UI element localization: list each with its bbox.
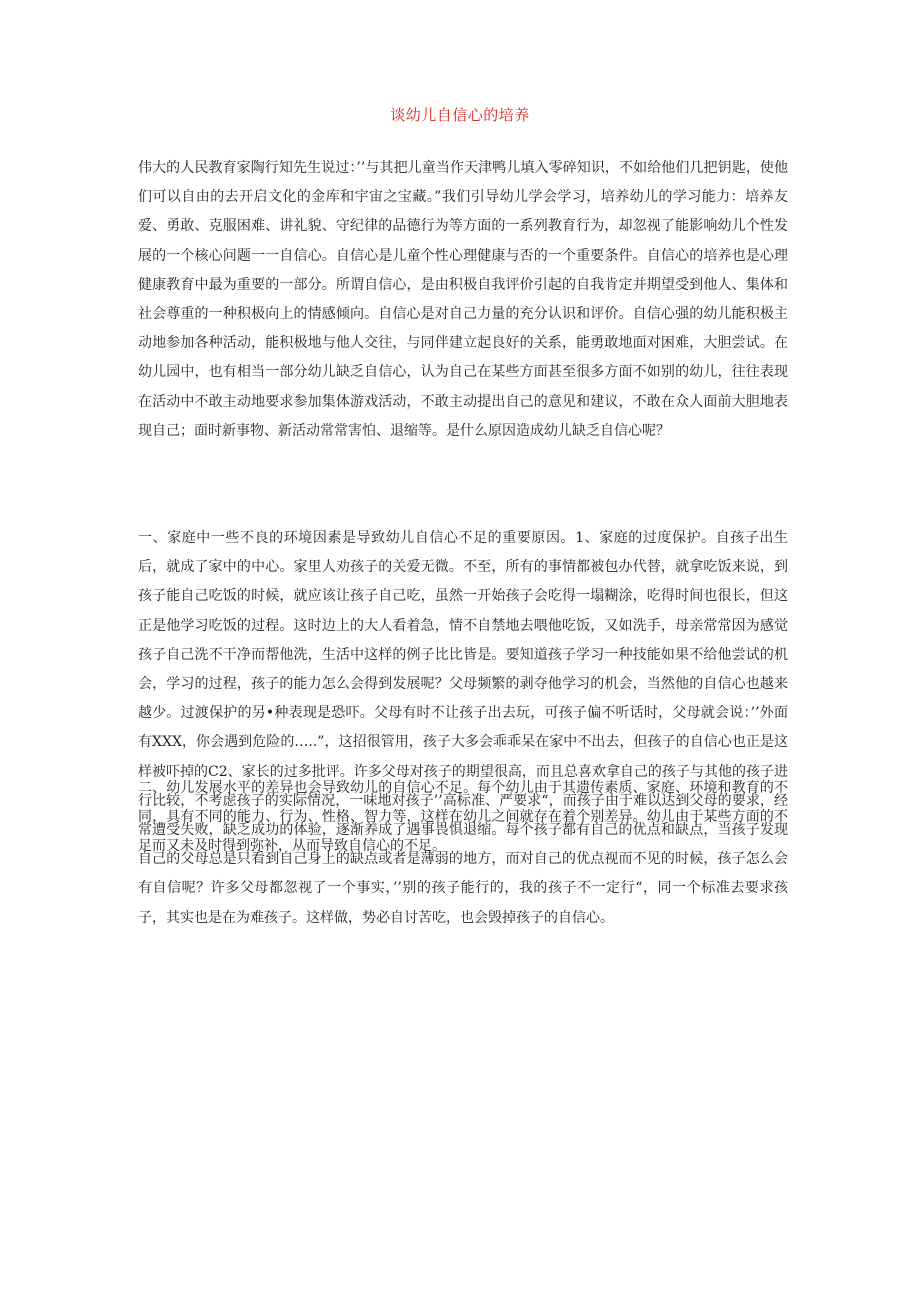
paragraph-development-differences: 二、幼儿发展水平的差异也会导致幼儿的自信心不足。每个幼儿由于其遗传素质、家庭、环境和教育的不同，具有不同的能力、行为、性格、智力等，这样在幼儿之间就存在着个别差异。幼儿由于某些方面的不足而又未及时得到弥补，从而导致自信心的不足。: [138, 780, 788, 855]
document-title: 谈幼儿自信心的培养: [390, 106, 530, 124]
paragraph-intro: 伟大的人民教育家陶行知先生说过：’’与其把儿童当作天津鸭儿填入零碎知识，不如给他们几把钥匙，使他们可以自由的去开启文化的金库和宇宙之宝藏。”我们引导幼儿学会学习，培养幼儿的学习能力：培养友爱、勇敢、克服困难、讲礼貌、守纪律的品德行为等方面的一系列教育行为，却忽视了能影响幼儿个性发展的一个核心问题一一自信心。自信心是儿童个性心理健康与否的一个重要条件。自信心的培养也是心理健康教育中最为重要的一部分。所谓自信心，是由积极自我评价引起的自我肯定并期望受到他人、集体和社会尊重的一种积极向上的情感倾向。自信心是对自己力量的充分认识和评价。自信心强的幼儿能积极主动地参加各种活动，能积极地与他人交往，与同伴建立起良好的关系，能勇敢地面对困难，大胆尝试。在幼儿园中，也有相当一部分幼儿缺乏自信心，认为自己在某些方面甚至很多方面不如别的幼儿，往往表现在活动中不敢主动地要求参加集体游戏活动，不敢主动提出自己的意见和建议，不敢在众人面前大胆地表现自己；面时新事物、新活动常常害怕、退缩等。是什么原因造成幼儿缺乏自信心呢？: [138, 160, 788, 439]
paragraph-family-factors: 一、家庭中一些不良的环境因素是导致幼儿自信心不足的重要原因。1、家庭的过度保护。自孩子出生后，就成了家中的中心。家里人劝孩子的关爱无微。不至，所有的事情都被包办代替，就拿吃饭来说，到孩子能自己吃饭的时候，就应该让孩子自己吃，虽然一开始孩子会吃得一塌糊涂，吃得时间也很长，但这正是他学习吃饭的过程。这时边上的大人看着急，情不自禁地去喂他吃饭，又如洗手，母亲常常因为感觉孩子自己洗不干净而帮他洗，生活中这样的例子比比皆是。要知道孩子学习一种技能如果不给他尝试的机会，学习的过程，孩子的能力怎么会得到发展呢？父母频繁的剥夺他学习的机会，当然他的自信心也越来越少。过渡保护的另•种表现是恐吓。父母有时不让孩子出去玩，可孩子偏不听话时，父母就会说：’’外面有XXX，你会遇到危险的…..”，这招很管用，孩子大多会乖乖呆在家中不出去，但孩子的自信心也正是这样被吓掉的C2、家长的过多批评。许多父母对孩子的期望很高，而且总喜欢拿自己的孩子与其他的孩子进行比较，不考虑孩子的实际情况，一味地对孩子’’高标准、严要求“，而孩子由于难以达到父母的要求，经常遭受失败，缺乏成功的体验，逐渐养成了遇事畏惧退缩。每个孩子都有自己的优点和缺点，当孩子发现自己的父母总是只看到自己身上的缺点或者是薄弱的地方，而对自己的优点视而不见的时候，孩子怎么会有自信呢？许多父母都忽视了一个事实，’’别的孩子能行的，我的孩子不一定行“，同一个标准去要求孩子，其实也是在为难孩子。这样做，势必自讨苦吃，也会毁掉孩子的自信心。: [138, 530, 788, 926]
